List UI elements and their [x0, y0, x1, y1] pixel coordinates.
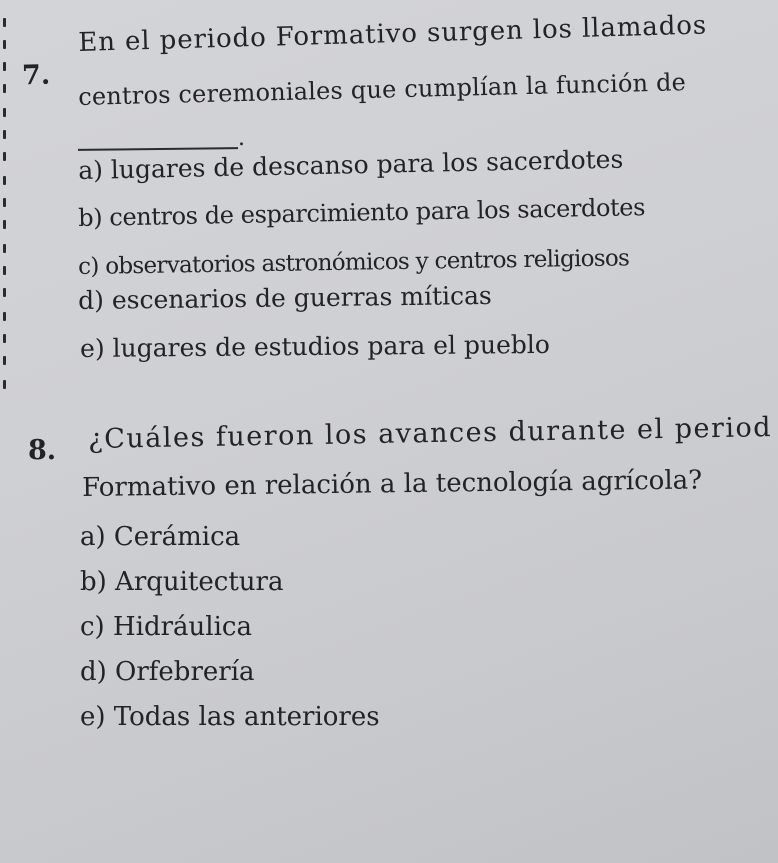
question-8-option-a: a) Cerámica — [80, 522, 241, 552]
question-7-option-a: a) lugares de descanso para los sacerdotes — [77, 144, 624, 185]
question-7-line-2: centros ceremoniales que cumplían la función de — [77, 68, 687, 111]
question-7-option-b: b) centros de esparcimiento para los sacerdotes — [77, 193, 646, 232]
question-7-line-1: En el periodo Formativo surgen los llamados — [77, 10, 708, 58]
question-8-option-e: e) Todas las anteriores — [80, 702, 380, 732]
question-7-option-e: e) lugares de estudios para el pueblo — [79, 329, 550, 363]
question-8-line-1: ¿Cuáles fueron los avances durante el period — [87, 412, 773, 455]
question-8-option-c: c) Hidráulica — [80, 612, 252, 642]
question-8-option-b: b) Arquitectura — [80, 567, 284, 597]
question-7-blank-period: . — [238, 126, 245, 151]
question-7-option-c: c) observatorios astronómicos y centros religiosos — [77, 245, 630, 280]
question-8-line-2: Formativo en relación a la tecnología agrícola? — [81, 465, 703, 503]
question-8-option-d: d) Orfebrería — [80, 657, 255, 687]
question-7-number: 7. — [21, 59, 51, 92]
question-8-number: 8. — [28, 435, 57, 466]
question-7-answer-blank — [78, 147, 238, 151]
question-7-option-d: d) escenarios de guerras míticas — [77, 280, 492, 315]
spiral-binding-marks — [0, 0, 10, 863]
